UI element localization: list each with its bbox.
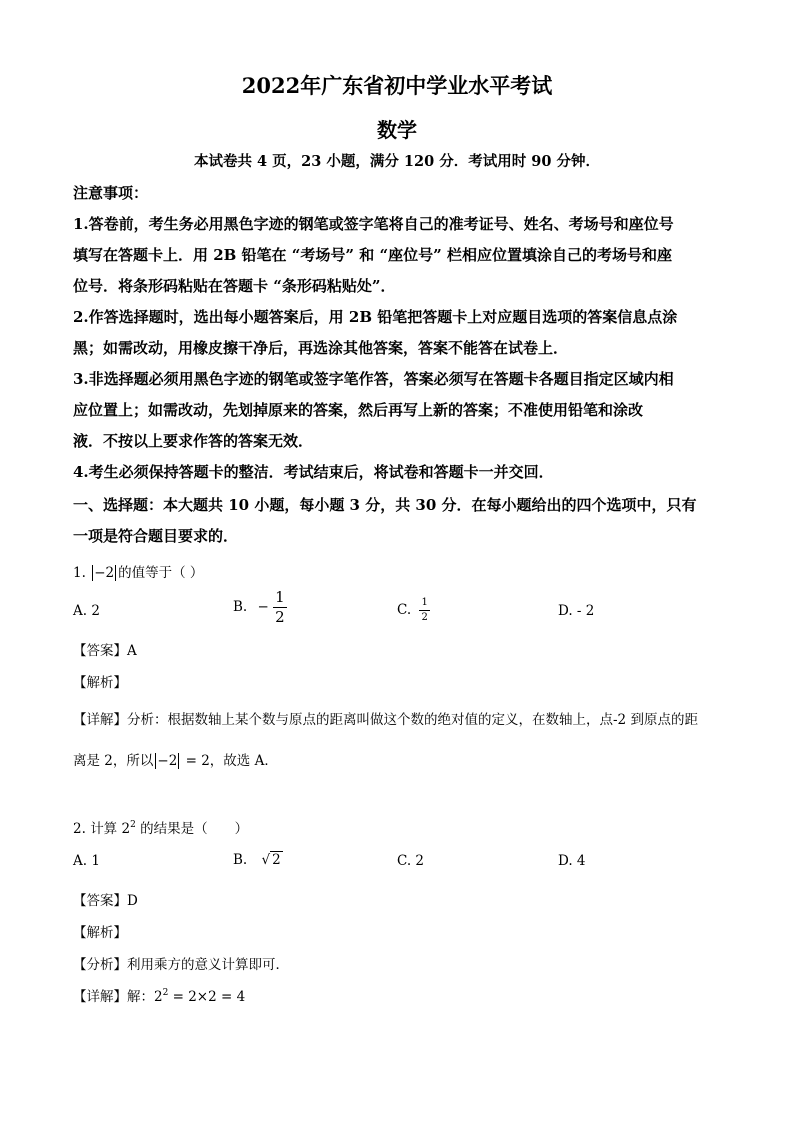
q2-option-b [233, 851, 283, 868]
q2-fenxi: 【分析】利用乘方的意义计算即可． [73, 957, 289, 973]
q2-option-d: D. 4 [558, 853, 586, 869]
q1-option-b [233, 590, 287, 625]
q2-option-a: A. 1 [73, 853, 100, 869]
q1-answer: 【答案】A [73, 643, 137, 659]
abs-expression: −2 [157, 753, 178, 769]
notes-line: 3.非选择题必须用黑色字迹的钢笔或签字笔作答，答案必须写在答题卡各题目指定区域内相 [73, 370, 674, 388]
exam-title: 2022年广东省初中学业水平考试 [241, 73, 553, 98]
question-text: 计算 2 [90, 821, 131, 837]
exam-subject: 数学 [377, 118, 417, 142]
numerator: 1 [275, 588, 285, 606]
option-label: C. [397, 602, 412, 618]
option-label: B. [233, 852, 248, 868]
q2-detail [73, 985, 245, 1005]
notes-line: 应位置上；如需改动，先划掉原来的答案，然后再写上新的答案；不准使用铅笔和涂改 [73, 401, 644, 419]
radicand: 2 [272, 852, 281, 868]
abs-expression: −2 [94, 565, 115, 581]
question-1-stem [73, 561, 203, 581]
notes-line: 4.考生必须保持答题卡的整洁．考试结束后，将试卷和答题卡一并交回． [73, 463, 554, 481]
exam-info: 本试卷共 4 页，23 小题，满分 120 分．考试用时 90 分钟． [193, 153, 601, 170]
notes-line: 液．不按以上要求作答的答案无效． [73, 432, 314, 450]
q1-detail-line: 【详解】分析：根据数轴上某个数与原点的距离叫做这个数的绝对值的定义，在数轴上，点-2 到原点的距 [73, 712, 698, 728]
question-text: 的结果是（ ） [135, 821, 249, 837]
minus-sign: − [257, 599, 269, 615]
exponent: 2 [162, 988, 169, 998]
q1-option-c [397, 598, 430, 623]
question-number: 1. [73, 565, 86, 581]
section-heading: 一项是符合题目要求的． [73, 527, 239, 545]
q2-option-c: C. 2 [397, 853, 425, 869]
denominator: 2 [275, 608, 285, 626]
exponent: 2 [130, 820, 136, 830]
numerator: 1 [419, 598, 429, 611]
notes-line: 填写在答题卡上．用 2B 铅笔在 “考场号” 和 “座位号” 栏相应位置填涂自己的考场号和座 [73, 246, 672, 264]
question-number: 2. [73, 821, 86, 837]
notes-line: 2.作答选择题时，选出每小题答案后，用 2B 铅笔把答题卡上对应题目选项的答案信息点涂 [73, 308, 678, 326]
notes-line: 1.答卷前，考生务必用黑色字迹的钢笔或签字笔将自己的准考证号、姓名、考场号和座位号 [73, 215, 674, 233]
square-root [262, 851, 283, 868]
q2-answer: 【答案】D [73, 893, 138, 909]
q1-analysis: 【解析】 [73, 675, 127, 691]
q2-analysis: 【解析】 [73, 925, 127, 941]
q1-option-d: D. - 2 [558, 603, 595, 619]
radical-sign: √ [261, 852, 271, 868]
detail-text: = 2，故选 A． [181, 753, 278, 769]
detail-text: 【详解】解：2 [73, 989, 163, 1005]
notes-heading: 注意事项： [73, 184, 149, 202]
denominator: 2 [421, 612, 428, 623]
q1-option-a: A. 2 [73, 603, 100, 619]
fraction [273, 590, 287, 625]
notes-line: 黑；如需改动，用橡皮擦干净后，再选涂其他答案，答案不能答在试卷上． [73, 339, 569, 357]
option-label: B. [233, 599, 248, 615]
q1-detail-line [73, 749, 278, 769]
detail-text: = 2×2 = 4 [168, 989, 246, 1005]
section-heading: 一、选择题：本大题共 10 小题，每小题 3 分，共 30 分．在每小题给出的四个选项中，只有 [73, 496, 697, 514]
detail-text: 离是 2，所以 [73, 753, 154, 769]
notes-line: 位号．将条形码粘贴在答题卡 “条形码粘贴处”． [73, 277, 396, 295]
fraction [419, 598, 429, 623]
question-2-stem [73, 817, 248, 837]
question-text: 的值等于（ ） [118, 565, 204, 581]
